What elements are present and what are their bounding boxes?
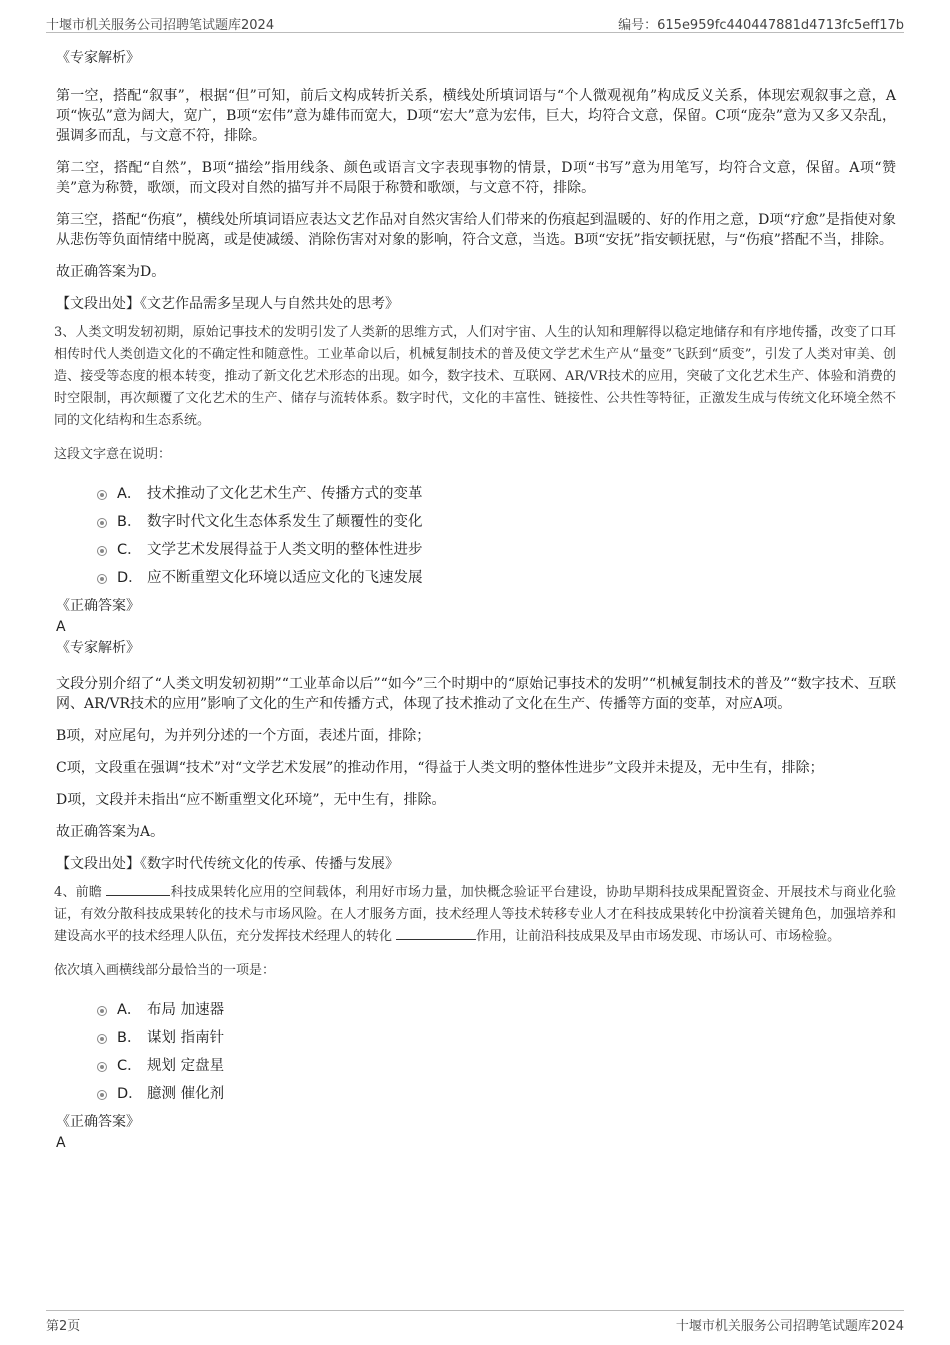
analysis-conclusion: 故正确答案为A。 bbox=[56, 824, 165, 840]
analysis-paragraph: 第三空，搭配“伤痕”，横线处所填词语应表达文艺作品对自然灾害给人们带来的伤痕起到温暖的、好的作用之意，D项“疗愈”是指使对象从悲伤等负面情绪中脱离，或是使减缓、消除伤害对对象的影响，符合文意，当选。B项“安抚”指安顿抚慰，与“伤痕”搭配不当，排除。 bbox=[56, 212, 896, 248]
radio-button-icon[interactable] bbox=[97, 1034, 107, 1044]
option-d[interactable]: D． 应不断重塑文化环境以适应文化的飞速发展 bbox=[56, 564, 896, 592]
analysis-paragraph: 第二空，搭配“自然”，B项“描绘”指用线条、颜色或语言文字表现事物的情景，D项“书写”意为用笔写，均符合文意，保留。A项“赞美”意为称赞，歌颂，而文段对自然的描写并不局限于称赞和歌颂，与文意不符，排除。 bbox=[56, 160, 896, 196]
analysis-paragraph: D项，文段并未指出“应不断重塑文化环境”，无中生有，排除。 bbox=[56, 792, 446, 808]
document-id: 编号：615e959fc440447881d4713fc5eff17b bbox=[618, 18, 904, 33]
expert-analysis-label: 《专家解析》 bbox=[56, 640, 140, 656]
option-d[interactable]: D． 臆测 催化剂 bbox=[56, 1080, 896, 1108]
page-footer bbox=[46, 1310, 904, 1333]
analysis-conclusion: 故正确答案为D。 bbox=[56, 264, 166, 280]
fill-blank bbox=[106, 883, 170, 896]
option-c[interactable]: C． 文学艺术发展得益于人类文明的整体性进步 bbox=[56, 536, 896, 564]
analysis-paragraph: B项，对应尾句，为并列分述的一个方面，表述片面，排除； bbox=[56, 728, 431, 744]
analysis-paragraph: 文段分别介绍了“人类文明发轫初期”“工业革命以后”“如今”三个时期中的“原始记事技术的发明”“机械复制技术的普及”“数字技术、互联网、AR/VR技术的应用”影响了文化的生产和传播方式，体现了技术推动了文化在生产、传播等方面的变革，对应A项。 bbox=[56, 676, 896, 712]
analysis-paragraph: C项，文段重在强调“技术”对“文学艺术发展”的推动作用，“得益于人类文明的整体性进步”文段并未提及，无中生有，排除； bbox=[56, 760, 824, 776]
correct-answer-label: 《正确答案》 bbox=[56, 598, 140, 614]
analysis-paragraph: 第一空，搭配“叙事”，根据“但”可知，前后文构成转折关系，横线处所填词语与“个人微观视角”构成反义关系，体现宏观叙事之意，A项“恢弘”意为阔大，宽广，B项“宏伟”意为雄伟而宽大，D项“宏大”意为宏伟，巨大，均符合文意，保留。C项“庞杂”意为又多又杂乱，强调多而乱，与文意不符，排除。 bbox=[56, 88, 896, 144]
footer-title: 十堰市机关服务公司招聘笔试题库2024 bbox=[675, 1319, 904, 1334]
question-3-text: 3、人类文明发轫初期，原始记事技术的发明引发了人类新的思维方式，人们对宇宙、人生的认知和理解得以稳定地储存和有序地传播，改变了口耳相传时代人类创造文化的不确定性和随意性。工业革命以后，机械复制技术的普及使文学艺术生产从“量变”飞跃到“质变”，引发了人类对审美、创造、接受等态度的根本转变，推动了新文化艺术形态的出现。如今，数字技术、互联网、AR/VR技术的应用，突破了文化艺术生产、体验和消费的时空限制，再次颠覆了文化艺术的生产、储存与流转体系。数字时代，文化的丰富性、链接性、公共性等特征，正激发生成与传统文化环境全然不同的文化结构和生态系统。 bbox=[54, 325, 896, 428]
correct-answer: A bbox=[56, 1135, 66, 1151]
option-a[interactable]: A． 技术推动了文化艺术生产、传播方式的变革 bbox=[56, 480, 896, 508]
radio-button-icon[interactable] bbox=[97, 1006, 107, 1016]
option-a[interactable]: A． 布局 加速器 bbox=[56, 996, 896, 1024]
fill-blank bbox=[396, 927, 476, 940]
question-4-prompt: 依次填入画横线部分最恰当的一项是： bbox=[54, 963, 276, 978]
correct-answer-label: 《正确答案》 bbox=[56, 1114, 140, 1130]
radio-button-icon[interactable] bbox=[97, 1090, 107, 1100]
option-b[interactable]: B． 数字时代文化生态体系发生了颠覆性的变化 bbox=[56, 508, 896, 536]
radio-button-icon[interactable] bbox=[97, 574, 107, 584]
question-4-text: 4、前瞻 科技成果转化应用的空间载体，利用好市场力量，加快概念验证平台建设，协助早期科技成果配置资金、开展技术与商业化验证，有效分散科技成果转化的技术与市场风险。在人才服务方面，技术经理人等技术转移专业人才在科技成果转化中扮演着关键角色，加强培养和建设高水平的技术经理人队伍，充分发挥技术经理人的转化 作用，让前沿科技成果及早由市场发现、市场认可、市场检验。 bbox=[54, 885, 896, 944]
question-4-options bbox=[56, 996, 896, 1108]
radio-button-icon[interactable] bbox=[97, 546, 107, 556]
radio-button-icon[interactable] bbox=[97, 1062, 107, 1072]
page-number: 第2页 bbox=[46, 1319, 81, 1334]
header-title: 十堰市机关服务公司招聘笔试题库2024 bbox=[46, 18, 275, 33]
expert-analysis-label: 《专家解析》 bbox=[56, 50, 140, 66]
option-b[interactable]: B． 谋划 指南针 bbox=[56, 1024, 896, 1052]
radio-button-icon[interactable] bbox=[97, 518, 107, 528]
source-citation: 【文段出处】《数字时代传统文化的传承、传播与发展》 bbox=[56, 856, 399, 872]
option-c[interactable]: C． 规划 定盘星 bbox=[56, 1052, 896, 1080]
page-header bbox=[46, 12, 904, 33]
page-content bbox=[56, 44, 896, 1152]
correct-answer: A bbox=[56, 619, 66, 635]
question-3-options bbox=[56, 480, 896, 592]
question-3-prompt: 这段文字意在说明： bbox=[54, 447, 172, 462]
radio-button-icon[interactable] bbox=[97, 490, 107, 500]
source-citation: 【文段出处】《文艺作品需多呈现人与自然共处的思考》 bbox=[56, 296, 399, 312]
